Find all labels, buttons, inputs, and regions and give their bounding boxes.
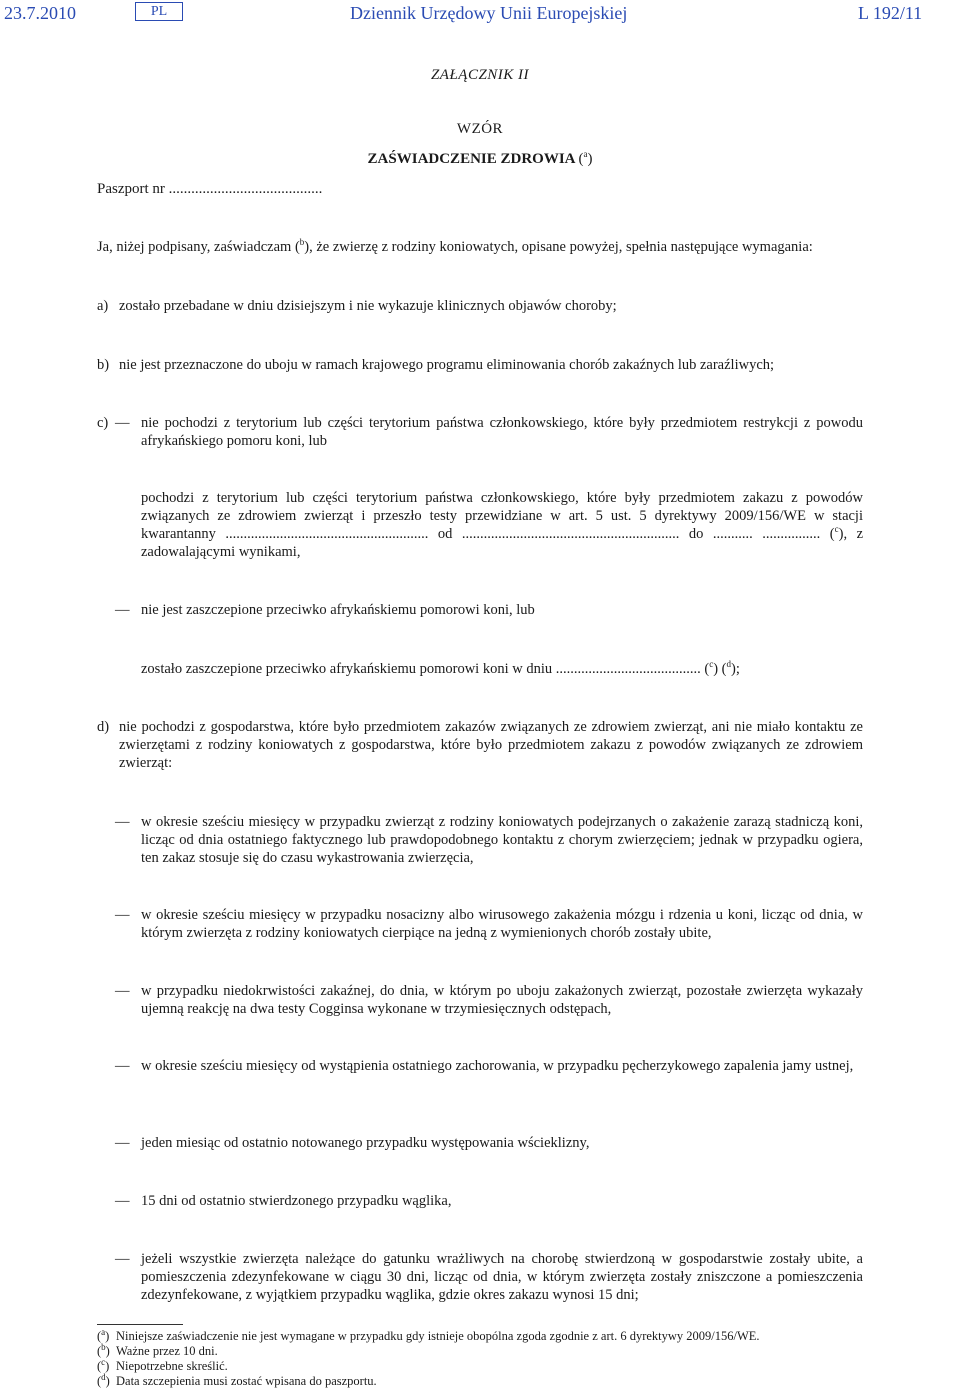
footnote-mark-letter: a [101, 1326, 106, 1337]
footnote-ref: c [834, 524, 839, 535]
requirement-label: b) [97, 357, 110, 373]
restriction-text: jeżeli wszystkie zwierzęta należące do gatunku wrażliwych na chorobę stwierdzoną w gospodarstwie zostały ubite, a pomieszczenia zdezynfekowane w ciągu 30 dni, licząc od dnia, w którym zwierzęta zostały zniszczone a pomieszczenia zdezynfekowane, z wyjątkiem przypadku wąglika, gdzie okres zakazu wynosi 15 dni; [141, 1251, 863, 1303]
requirement-text: nie pochodzi z terytorium lub części terytorium państwa członkowskiego, które były przedmiotem restrykcji z powodu afrykańskiego pomoru koni, lub [141, 415, 863, 449]
dash-marker: — [115, 814, 130, 830]
requirement-text [141, 489, 863, 561]
requirement-text [141, 660, 863, 678]
certificate-title-text: ZAŚWIADCZENIE ZDROWIA [367, 151, 575, 167]
journal-title: Dziennik Urzędowy Unii Europejskiej [350, 3, 628, 23]
footnote-mark: ($^c$) [97, 1356, 110, 1373]
footnote-text: Niniejsze zaświadczenie nie jest wymagane w przypadku gdy istnieje obopólna zgoda zgodnie z art. 6 dyrektywy 2009/156/WE. [116, 1329, 760, 1343]
footnote-text: Ważne przez 10 dni. [116, 1344, 218, 1358]
dash-marker: — [115, 1058, 130, 1074]
restriction-text: w okresie sześciu miesięcy w przypadku zwierząt z rodziny koniowatych podejrzanych o zakażenie zarazą stadniczą koni, licząc od dnia ostatniego faktycznego lub prawdopodobnego kontaktu z chorym zwierzęciem; jednak w przypadku ogiera, ten zakaz stosuje się do czasu wykastrowania zwierzęcia, [141, 814, 863, 866]
dash-marker: — [115, 1135, 130, 1151]
vaccination-text-end: ); [730, 661, 740, 677]
requirement-label: d) [97, 719, 110, 735]
footnote-mark-letter: b [101, 1341, 106, 1352]
dash-marker: — [115, 983, 130, 999]
certificate-title: ZAŚWIADCZENIE ZDROWIA ($^a$) [367, 149, 593, 167]
intro-statement [97, 238, 863, 256]
publication-date: 23.7.2010 [4, 3, 76, 23]
footnote-ref: c [709, 659, 714, 670]
intro-text-1: Ja, niżej podpisany, zaświadczam ( [97, 239, 300, 255]
requirement-text: nie jest zaszczepione przeciwko afrykańskiemu pomorowi koni, lub [141, 602, 535, 618]
footnote-mark: ($^d$) [97, 1371, 110, 1388]
requirement-c-option-2 [97, 489, 863, 569]
passport-number-field: Paszport nr ......................................... [97, 181, 323, 197]
quarantine-text-end: ), z zadowalającymi wynikami, [141, 526, 864, 560]
annex-title: ZAŁĄCZNIK II [430, 67, 530, 83]
footnote-mark-letter: c [101, 1356, 106, 1367]
footnote-ref: d [726, 659, 731, 670]
dash-marker: — [115, 415, 130, 431]
requirement-text: nie pochodzi z gospodarstwa, które było przedmiotem zakazów związanych ze zdrowiem zwierząt, ani nie miało kontaktu ze zwierzętami z rodziny koniowatych z gospodarstwa, które było przedmiotem zakazu z powodów związanych ze zdrowiem zwierząt: [119, 719, 863, 771]
intro-text-2: ), że zwierzę z rodziny koniowatych, opisane powyżej, spełnia następujące wymagania: [304, 239, 813, 255]
requirement-label: c) [97, 415, 109, 431]
requirement-text: zostało przebadane w dniu dzisiejszym i nie wykazuje klinicznych objawów choroby; [119, 298, 617, 314]
language-badge: PL [135, 2, 183, 21]
vaccination-text: zostało zaszczepione przeciwko afrykańskiemu pomorowi koni w dniu ........................................ ( [141, 661, 710, 677]
quarantine-text: pochodzi z terytorium lub części terytorium państwa członkowskiego, które były przedmiotem zakazu z powodów związanych ze zdrowiem zwierząt i przeszło testy przewidziane w art. 5 ust. 5 dyrektywy 2009/156/WE w stacji kwarantanny ........................................................ od ............................................................ do ........... ................ ( [141, 490, 863, 542]
footnote-text: Niepotrzebne skreślić. [116, 1359, 228, 1373]
restriction-text: w okresie sześciu miesięcy w przypadku nosacizny albo wirusowego zakażenia mózgu i rdzenia u koni, licząc od dnia, w którym zwierzęta z rodziny koniowatych cierpiące na jedną z wymienionych chorób zostały ubite, [141, 907, 863, 941]
footnote-ref: b [299, 237, 305, 248]
dash-marker: — [115, 1251, 130, 1267]
dash-marker: — [115, 1193, 130, 1209]
requirement-text: nie jest przeznaczone do uboju w ramach krajowego programu eliminowania chorób zakaźnych lub zaraźliwych; [119, 357, 775, 373]
model-label: WZÓR [456, 121, 504, 137]
dash-marker: — [115, 602, 130, 618]
requirement-label: a) [97, 298, 109, 314]
footnote-ref: a [583, 149, 588, 159]
vaccination-text-mid: ) ( [713, 661, 727, 677]
requirement-d [97, 718, 863, 778]
restriction-text: 15 dni od ostatnio stwierdzonego przypadku wąglika, [141, 1193, 452, 1209]
footnote-divider [97, 1324, 183, 1325]
footnote-mark: ($^b$) [97, 1341, 110, 1358]
restriction-text: w okresie sześciu miesięcy od wystąpienia ostatniego zachorowania, w przypadku pęcherzykowego zapalenia jamy ustnej, [141, 1058, 854, 1074]
requirement-c-option-1 [97, 414, 863, 454]
restriction-text: w przypadku niedokrwistości zakaźnej, do dnia, w którym po uboju zakażonych zwierząt, pozostałe zwierzęta wykazały ujemną reakcję na dwa testy Cogginsa wykonane w trzymiesięcznych odstępach, [141, 983, 863, 1017]
page-number: L 192/11 [858, 3, 923, 23]
footnote-text: Data szczepienia musi zostać wpisana do paszportu. [116, 1374, 377, 1388]
footnote-mark-letter: d [101, 1371, 106, 1382]
footnote-mark: ($^a$) [97, 1326, 110, 1343]
dash-marker: — [115, 907, 130, 923]
restriction-text: jeden miesiąc od ostatnio notowanego przypadku występowania wścieklizny, [141, 1135, 590, 1151]
